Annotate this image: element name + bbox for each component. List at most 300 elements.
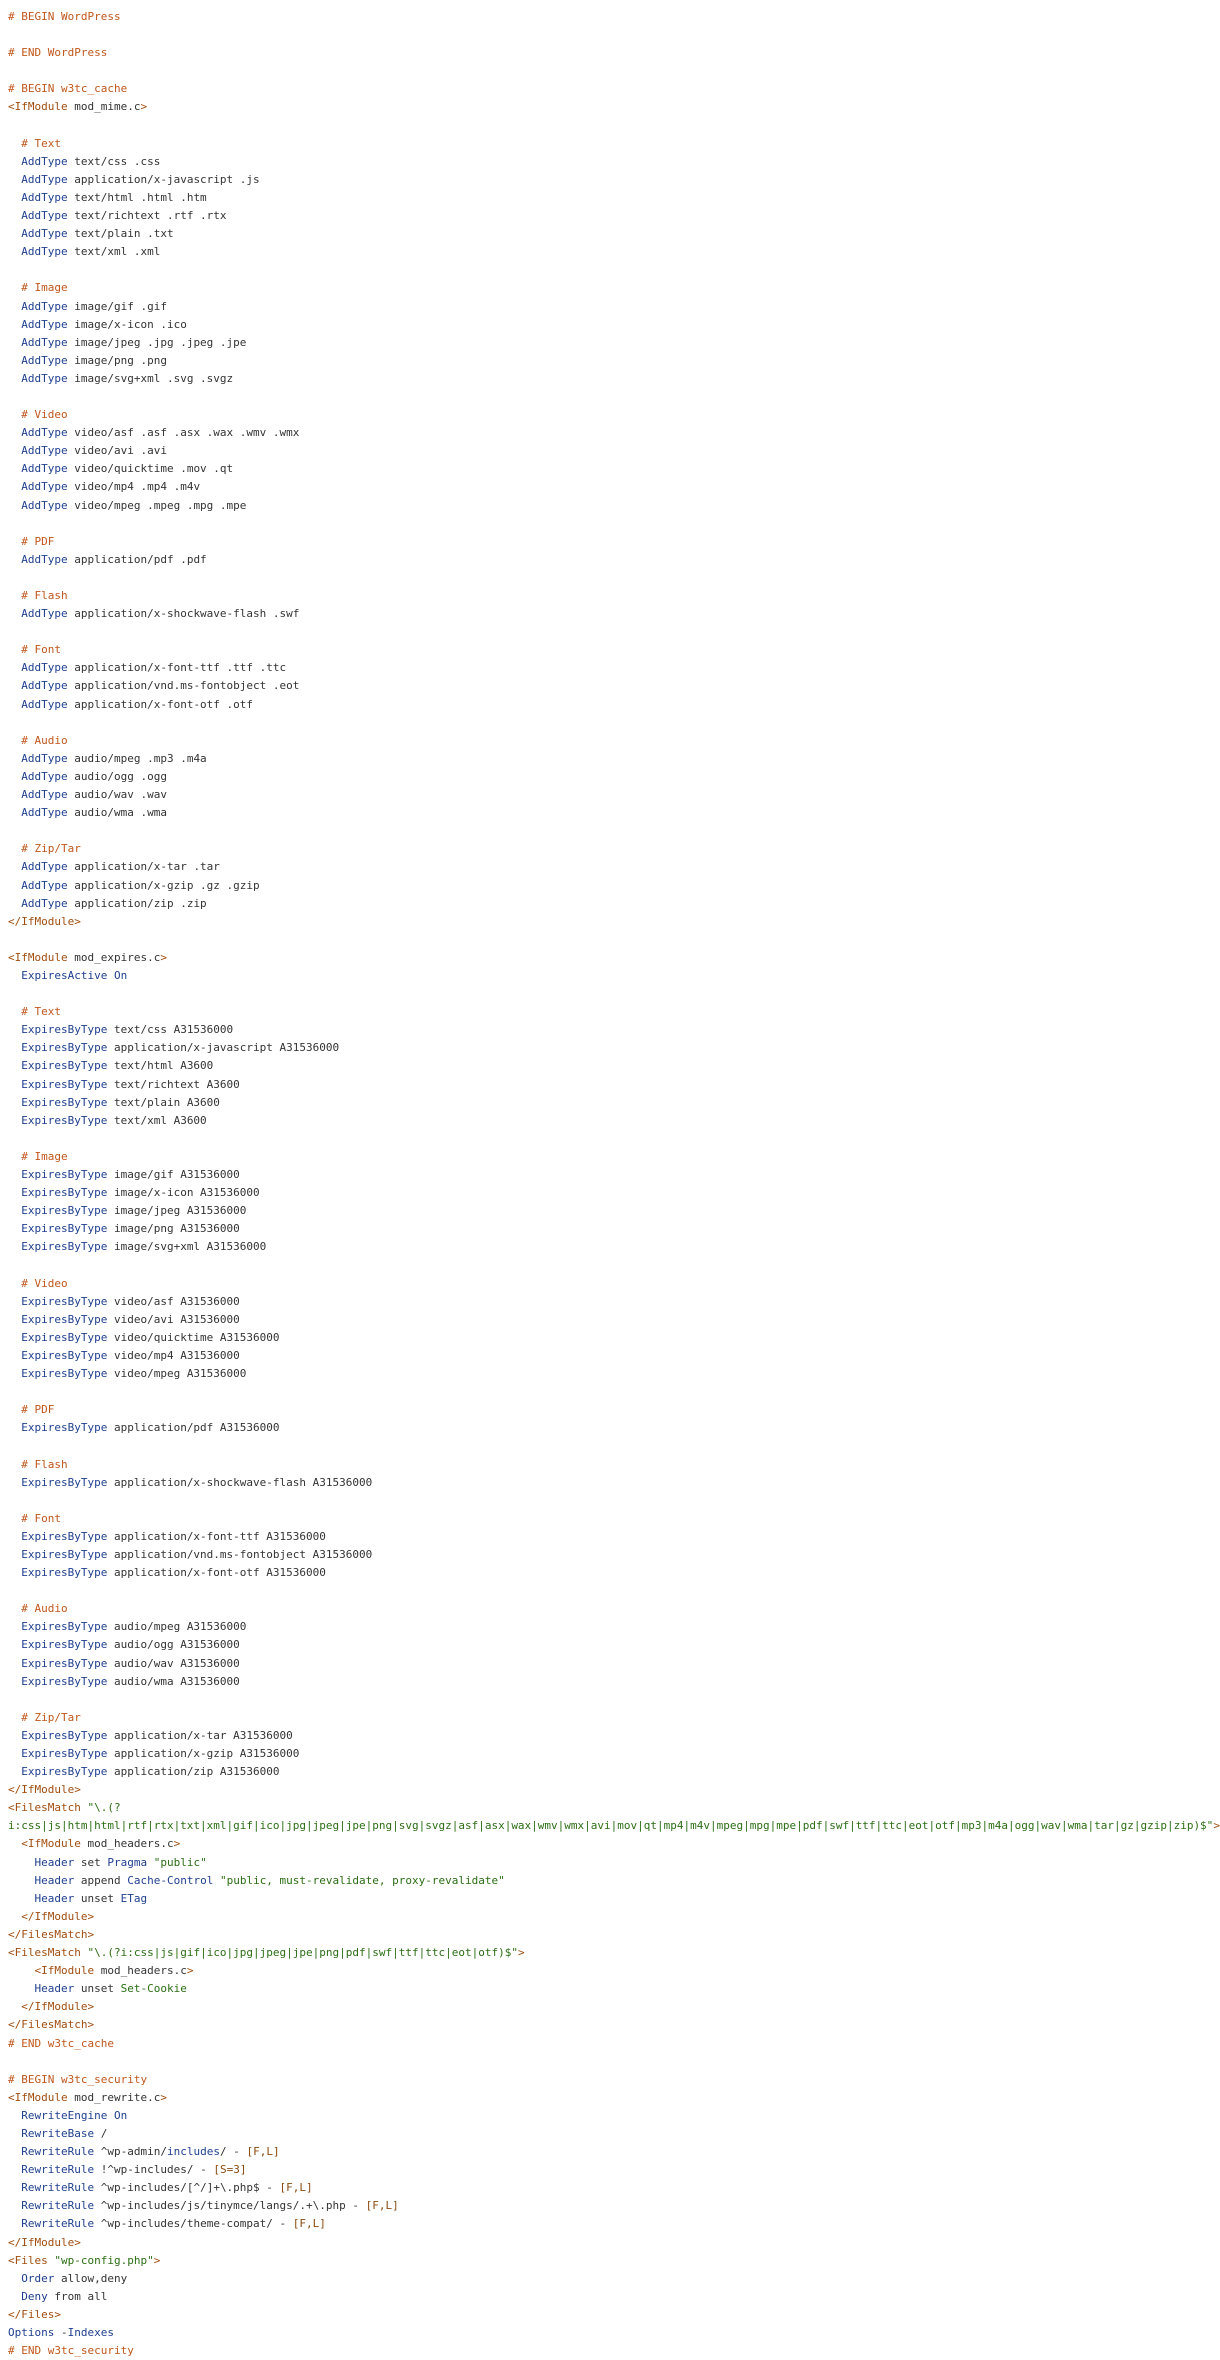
text-token [8,1240,21,1253]
code-line [8,478,1114,496]
directive-token: Header [34,1891,75,1905]
text-token [8,137,21,150]
code-line [8,1799,1114,1817]
blank-line [8,1130,1114,1148]
tag-token: > [186,1964,194,1978]
text-token [8,1403,21,1416]
tag-token: </IfModule> [8,914,81,928]
code-line [8,641,1114,659]
code-line [8,677,1114,695]
text-token: application/x-gzip .gz .gzip [67,878,260,892]
directive-token: On [113,2108,128,2122]
code-line [8,2252,1114,2270]
text-token: audio/mpeg A31536000 [107,1620,247,1634]
text-token [8,444,21,457]
text-token: application/x-shockwave-flash .swf [67,607,300,621]
text-token: text/xml A3600 [107,1113,207,1127]
directive-token: ExpiresByType [21,1168,108,1181]
text-token [8,1892,35,1905]
tag-token: </IfModule> [21,1909,95,1923]
text-token [8,354,21,367]
code-line [8,2143,1114,2161]
directive-token: AddType [21,769,68,783]
directive-token: ExpiresByType [21,1077,108,1091]
text-token: mod_rewrite.c [67,2090,161,2104]
code-line [8,858,1114,876]
code-line [8,1202,1114,1220]
text-token [8,372,21,385]
text-token [8,1277,21,1290]
directive-token: RewriteRule [21,2163,95,2177]
directive-token: AddType [21,426,68,440]
code-line [8,2089,1114,2107]
text-token: video/mp4 .mp4 .m4v [67,480,201,494]
text-token [8,499,21,512]
directive-token: AddType [21,806,68,820]
text-token [8,2163,21,2176]
comment-token: # Font [21,643,61,657]
text-token: application/x-javascript .js [67,172,260,186]
text-token [8,1331,21,1344]
directive-token: ExpiresByType [21,1204,108,1218]
text-token: text/css .css [67,154,161,168]
code-line [8,2306,1114,2324]
text-token: !^wp-includes/ - [94,2163,214,2177]
blank-line [8,515,1114,533]
code-line [8,207,1114,225]
text-token [8,1675,21,1688]
text-token [8,589,21,602]
text-token [8,842,21,855]
code-line [8,605,1114,623]
tag-token: </IfModule> [21,2000,95,2014]
directive-token: ExpiresByType [21,1041,108,1055]
string-token: "public, must-revalidate, proxy-revalidate" [219,1873,505,1887]
code-line [8,1039,1114,1057]
directive-token: AddType [21,227,68,241]
code-line [8,1076,1114,1094]
text-token: image/jpeg A31536000 [107,1204,247,1218]
tag-token: </IfModule> [8,2235,81,2249]
text-token [8,336,21,349]
tag-token: > [153,2253,161,2267]
directive-token: Pragma [107,1855,148,1869]
directive-token: ExpiresByType [21,1294,108,1308]
directive-token: ExpiresByType [21,1638,108,1652]
tag-token: </FilesMatch> [8,2018,95,2032]
directive-token: AddType [21,154,68,168]
text-token: application/x-font-ttf A31536000 [107,1529,326,1543]
code-line [8,1528,1114,1546]
comment-token: # BEGIN w3tc_cache [8,82,128,96]
code-line [8,1311,1114,1329]
code-line [8,1817,1220,1835]
text-token [8,318,21,331]
text-token: image/gif .gif [67,299,167,313]
text-token [107,2109,114,2122]
directive-token: Header [34,1855,75,1869]
text-token: application/zip .zip [67,896,207,910]
text-token: application/pdf .pdf [67,552,207,566]
directive-token: AddType [21,751,68,765]
comment-token: # Flash [21,1457,68,1471]
text-token: image/svg+xml A31536000 [107,1240,267,1254]
text-token [8,1204,21,1217]
code-line [8,1166,1114,1184]
text-token [8,462,21,475]
comment-token: # Flash [21,589,68,602]
text-token: image/png .png [67,353,167,367]
text-token [147,1856,154,1869]
code-line [8,1510,1114,1528]
blank-line [8,1437,1114,1455]
tag-token: > [160,950,167,964]
tag-token: </FilesMatch> [8,1927,95,1941]
tag-token: <IfModule [21,1837,81,1851]
code-line [8,587,1114,605]
text-token [8,1964,35,1977]
text-token [8,480,21,493]
directive-token: Cache-Control [127,1873,214,1887]
comment-token: # Audio [21,733,68,747]
text-token [8,1168,21,1181]
text-token [8,1657,21,1670]
directive-token: AddType [21,335,68,349]
text-token [8,1548,21,1561]
code-line [8,153,1114,171]
comment-token: # BEGIN w3tc_security [8,2072,148,2086]
text-token [8,788,21,801]
code-line [8,1618,1114,1636]
text-token [8,281,21,294]
comment-token: # Video [21,1276,68,1290]
text-token: application/x-font-ttf .ttf .ttc [67,661,287,675]
directive-token: AddType [21,209,68,223]
text-token [8,643,21,656]
code-line [8,1854,1114,1872]
code-line [8,895,1114,913]
text-token: application/x-tar .tar [67,860,220,874]
text-token [8,698,21,711]
directive-token: AddType [21,172,68,186]
code-line [8,768,1114,786]
text-token: application/x-javascript A31536000 [107,1041,340,1055]
code-line [8,732,1114,750]
code-line [8,750,1114,768]
comment-token: # END WordPress [8,46,108,60]
code-line [8,279,1114,297]
comment-token: # Zip/Tar [21,1710,81,1724]
text-token [8,2199,21,2212]
tag-token: > [517,1946,525,1960]
flag-token: [F,L] [246,2145,280,2159]
text-token [8,535,21,548]
text-token [8,2109,21,2122]
directive-token: ExpiresByType [21,1367,108,1381]
code-line [8,1347,1114,1365]
text-token [8,408,21,421]
tag-token: </Files> [8,2307,61,2321]
text-token: ^wp-includes/theme-compat/ - [94,2217,293,2231]
directive-token: Order [21,2271,55,2285]
text-token [8,1747,21,1760]
string-token: i:css|js|htm|html|rtf|rtx|txt|xml|gif|ico|jpg|jpeg|jpe|png|svg|svgz|asf|asx|wax|wmv|wmx|avi|mov|qt|mp4|m4v|mpeg|mpg|mpe|pdf|swf|ttf|ttc|eot|otf|mp3|m4a|ogg|wav|wma|tar|gz|gzip|zip)$" [8,1819,1214,1833]
code-line [8,2342,1114,2360]
directive-token: AddType [21,444,68,458]
text-token: image/gif A31536000 [107,1168,240,1181]
text-token: allow,deny [54,2271,128,2285]
code-line [8,1456,1114,1474]
text-token: video/quicktime .mov .qt [67,462,234,476]
text-token [8,607,21,620]
code-line [8,1057,1114,1075]
directive-token: Deny [21,2289,48,2303]
code-line [8,80,1114,98]
directive-token: RewriteRule [21,2181,95,2195]
code-line [8,298,1114,316]
text-token: application/x-font-otf .otf [67,697,254,711]
text-token [8,679,21,692]
directive-token: ETag [120,1891,148,1905]
code-line [8,2107,1114,2125]
code-line [8,316,1114,334]
blank-line [8,261,1114,279]
text-token: audio/wma .wma [67,806,167,820]
blank-line [8,1582,1114,1600]
code-line [8,877,1114,895]
comment-token: # PDF [21,1403,55,1417]
text-token [8,1476,21,1489]
text-token [8,806,21,819]
blank-line [8,2053,1114,2071]
code-line [8,2179,1114,2197]
code-line [8,2288,1114,2306]
blank-line [8,388,1114,406]
code-line [8,497,1114,515]
directive-token: ExpiresByType [21,1475,108,1489]
text-token [8,1874,35,1887]
code-line [8,949,1114,967]
text-token [8,1566,21,1579]
text-token [8,1186,21,1199]
directive-token: ExpiresByType [21,1095,108,1109]
text-token: text/plain A3600 [107,1095,220,1109]
flag-token: [F,L] [279,2181,313,2195]
text-token [8,734,21,747]
directive-token: AddType [21,607,68,621]
code-line [8,189,1114,207]
text-token [8,1041,21,1054]
code-line [8,804,1114,822]
tag-token: > [160,2090,167,2104]
text-token [213,1874,220,1887]
code-line [8,1220,1114,1238]
string-token: "\.(?i:css|js|gif|ico|jpg|jpeg|jpe|png|pdf|swf|ttf|ttc|eot|otf)$" [87,1946,518,1960]
text-token: image/jpeg .jpg .jpeg .jpe [67,335,247,349]
directive-token: ExpiresByType [21,1240,108,1254]
text-token: audio/mpeg .mp3 .m4a [67,751,207,765]
text-token: text/css A31536000 [107,1023,234,1037]
text-token [8,1023,21,1036]
code-line [8,2035,1114,2053]
blank-line [8,822,1114,840]
directive-token: ExpiresByType [21,1566,108,1580]
comment-token: # Text [21,136,61,150]
text-token [8,661,21,674]
text-token: set [74,1855,108,1869]
code-line [8,1962,1114,1980]
text-token [8,2290,21,2303]
text-token: mod_mime.c [67,100,141,114]
text-token: ^wp-includes/js/tinymce/langs/.+\.php - [94,2199,366,2213]
text-token [8,770,21,783]
directive-token: ExpiresByType [21,1620,108,1634]
tag-token: <Files [8,2253,48,2267]
text-token: application/x-tar A31536000 [107,1728,293,1742]
directive-token: ExpiresByType [21,1421,108,1435]
text-token [8,1367,21,1380]
text-token: application/x-font-otf A31536000 [107,1566,326,1580]
text-token: unset [74,1891,121,1905]
text-token [8,553,21,566]
code-line [8,1980,1114,1998]
directive-token: AddType [21,462,68,476]
blank-line [8,931,1114,949]
code-line [8,1998,1114,2016]
comment-token: # PDF [21,534,55,548]
text-token: from all [47,2289,108,2303]
directive-token: AddType [21,878,68,892]
code-line [8,1329,1114,1347]
text-token [8,1078,21,1091]
blank-line [8,569,1114,587]
code-line [8,551,1114,569]
text-token: text/richtext .rtf .rtx [67,209,227,223]
code-line [8,1184,1114,1202]
text-token [8,245,21,258]
directive-token: RewriteRule [21,2145,95,2159]
text-token [8,1638,21,1651]
text-token: video/mp4 A31536000 [107,1348,240,1362]
code-line [8,1908,1114,1926]
comment-token: # Font [21,1511,61,1525]
code-line [8,1872,1114,1890]
text-token [8,155,21,168]
directive-token: RewriteEngine [21,2108,108,2122]
blank-line [8,623,1114,641]
code-line [8,1727,1114,1745]
text-token: video/avi .avi [67,444,167,458]
text-token: mod_headers.c [80,1837,174,1851]
text-token: / - [219,2145,247,2159]
string-token: Set-Cookie [120,1982,187,1996]
text-token [8,1982,35,1995]
text-token [8,1856,35,1869]
code-line [8,1763,1114,1781]
directive-token: AddType [21,299,68,313]
tag-token: <FilesMatch [8,1946,81,1960]
code-line [8,786,1114,804]
code-line [8,1474,1114,1492]
code-line [8,659,1114,677]
code-line [8,1238,1114,1256]
text-token [8,1295,21,1308]
comment-token: # END w3tc_security [8,2344,134,2358]
text-token: text/richtext A3600 [107,1077,240,1091]
code-line [8,1926,1114,1944]
blank-line [8,714,1114,732]
comment-token: # BEGIN WordPress [8,10,121,23]
code-line [8,225,1114,243]
code-line [8,1564,1114,1582]
text-token: application/vnd.ms-fontobject .eot [67,679,300,693]
code-line [8,370,1114,388]
blank-line [8,985,1114,1003]
code-line [8,2234,1114,2252]
code-line [8,2197,1114,2215]
code-line [8,1890,1114,1908]
code-line [8,2215,1114,2233]
directive-token: AddType [21,661,68,675]
code-line [8,8,1114,26]
tag-token: > [140,100,148,114]
text-token: video/avi A31536000 [107,1312,240,1326]
code-line [8,2071,1114,2089]
code-line [8,1021,1114,1039]
code-line [8,406,1114,424]
text-token: text/html .html .htm [67,190,207,204]
text-token: mod_headers.c [94,1964,187,1978]
code-line [8,967,1114,985]
code-line [8,98,1114,116]
directive-token: Indexes [67,2326,114,2339]
text-token: video/asf A31536000 [107,1294,240,1308]
text-token: video/mpeg .mpeg .mpg .mpe [67,498,247,512]
text-token [8,2000,21,2013]
text-token [8,1910,21,1923]
text-token [8,2217,21,2230]
text-token: audio/wav .wav [67,788,167,802]
code-line [8,1673,1114,1691]
directive-token: ExpiresByType [21,1059,108,1073]
comment-token: # Video [21,408,68,422]
code-line [8,1275,1114,1293]
code-line [8,1365,1114,1383]
text-token [8,426,21,439]
comment-token: # Zip/Tar [21,842,81,856]
directive-token: Options [8,2326,55,2339]
directive-token: ExpiresByType [21,1656,108,1670]
directive-token: ExpiresByType [21,1529,108,1543]
text-token [8,1421,21,1434]
code-line [8,1003,1114,1021]
text-token: video/mpeg A31536000 [107,1367,247,1381]
string-token: "wp-config.php" [54,2253,154,2267]
text-token: unset [74,1982,121,1996]
text-token [8,2145,21,2158]
directive-token: AddType [21,190,68,204]
code-line [8,1655,1114,1673]
directive-token: AddType [21,353,68,367]
directive-token: ExpiresByType [21,1765,108,1779]
code-line [8,1293,1114,1311]
tag-token: <IfModule [8,2090,68,2104]
directive-token: AddType [21,498,68,512]
text-token: ^wp-admin/ [94,2145,167,2159]
code-line [8,913,1114,931]
text-token [8,752,21,765]
directive-token: AddType [21,480,68,494]
